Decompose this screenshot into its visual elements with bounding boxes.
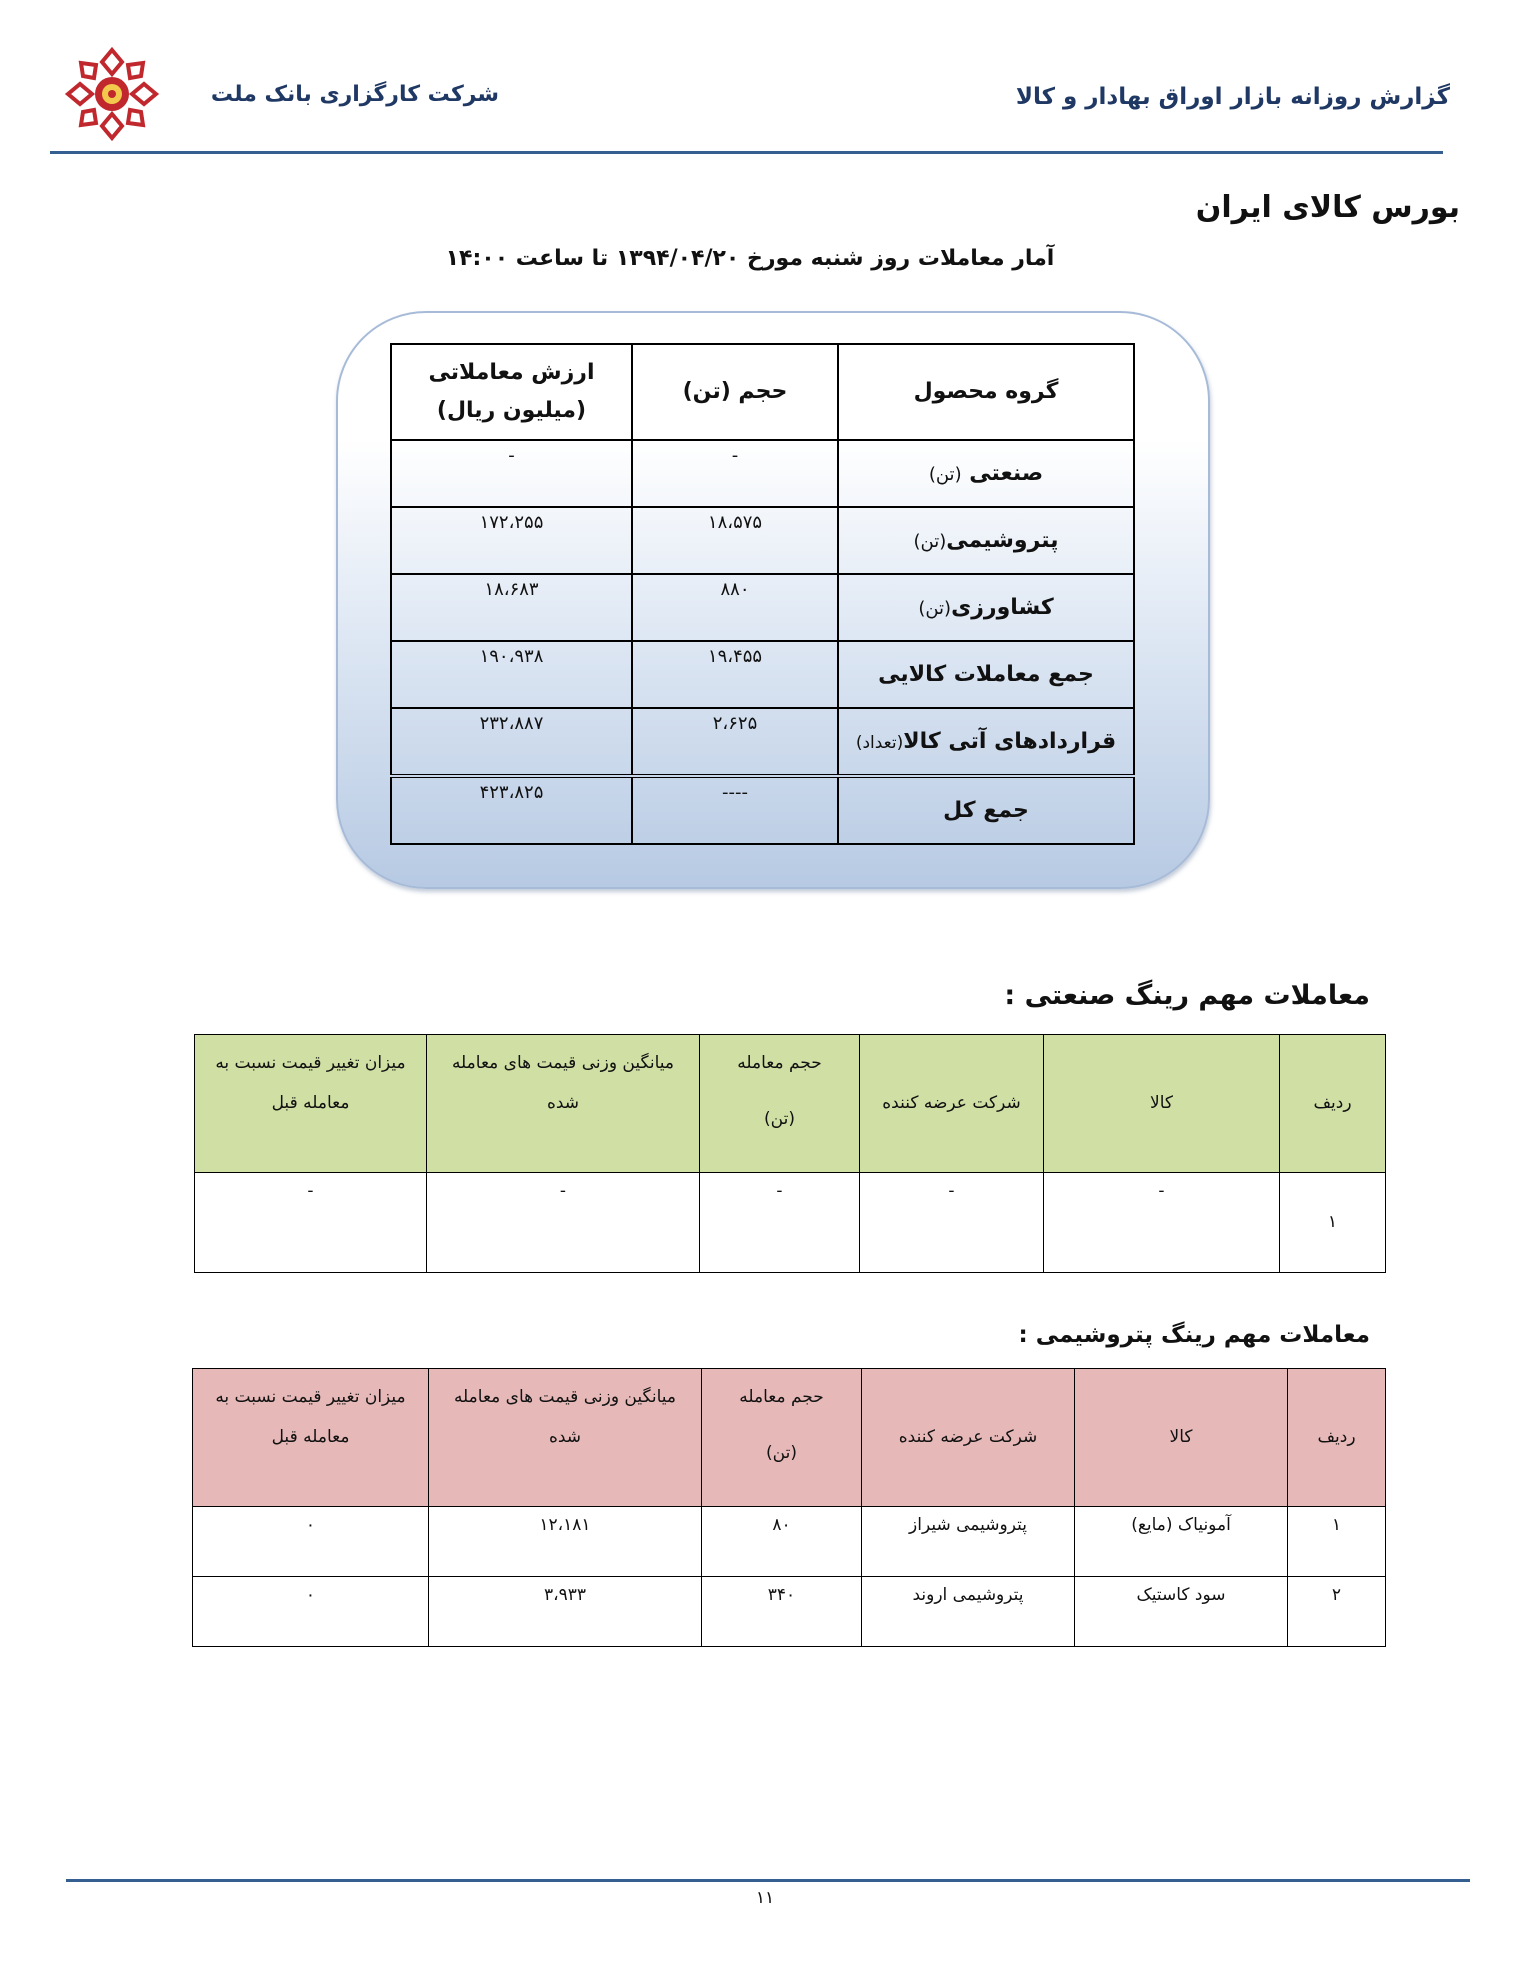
header-supplier: شرکت عرضه کننده xyxy=(860,1035,1044,1173)
summary-row-value: ۱۸،۶۸۳ xyxy=(391,574,632,641)
summary-header-volume: حجم (تن) xyxy=(632,344,838,440)
summary-row-label: جمع معاملات کالایی xyxy=(838,641,1134,708)
header-volume: حجم معامله (تن) xyxy=(700,1035,860,1173)
cell-avg-price: ۳،۹۳۳ xyxy=(429,1577,702,1647)
petrochemical-table xyxy=(192,1368,1386,1647)
cell-row-number: ۲ xyxy=(1288,1577,1386,1647)
industrial-table xyxy=(194,1034,1386,1273)
report-title: گزارش روزانه بازار اوراق بهادار و کالا xyxy=(1015,84,1450,110)
header-commodity: کالا xyxy=(1075,1369,1288,1507)
summary-row-volume: ۸۸۰ xyxy=(632,574,838,641)
header-row-number: ردیف xyxy=(1288,1369,1386,1507)
cell-row-number: ۱ xyxy=(1280,1173,1386,1273)
summary-row-volume: ۱۹،۴۵۵ xyxy=(632,641,838,708)
industrial-header-row xyxy=(195,1035,1386,1173)
cell-commodity: آمونیاک (مایع) xyxy=(1075,1507,1288,1577)
cell-price-change: - xyxy=(195,1173,427,1273)
summary-row-label: جمع کل xyxy=(838,776,1134,844)
cell-supplier: پتروشیمی شیراز xyxy=(862,1507,1075,1577)
page-title: بورس کالای ایران xyxy=(1195,190,1460,225)
header-price-change: میزان تغییر قیمت نسبت به معامله قبل xyxy=(195,1035,427,1173)
summary-row-label: قراردادهای آتی کالا(تعداد) xyxy=(838,708,1134,776)
cell-volume: ۳۴۰ xyxy=(702,1577,862,1647)
page-number: ۱۱ xyxy=(755,1888,775,1908)
page-subtitle: آمار معاملات روز شنبه مورخ ۱۳۹۴/۰۴/۲۰ تا ساعت ۱۴:۰۰ xyxy=(445,246,1055,271)
cell-avg-price: ۱۲،۱۸۱ xyxy=(429,1507,702,1577)
industrial-section-title: معاملات مهم رینگ صنعتی : xyxy=(1004,980,1370,1011)
summary-row xyxy=(391,440,1134,507)
summary-header-group: گروه محصول xyxy=(838,344,1134,440)
cell-volume: - xyxy=(700,1173,860,1273)
cell-supplier: - xyxy=(860,1173,1044,1273)
table-row xyxy=(193,1507,1386,1577)
header-price-change: میزان تغییر قیمت نسبت به معامله قبل xyxy=(193,1369,429,1507)
summary-row xyxy=(391,708,1134,776)
header-avg-price: میانگین وزنی قیمت های معامله شده xyxy=(427,1035,700,1173)
header-row-number: ردیف xyxy=(1280,1035,1386,1173)
summary-row-volume: ۲،۶۲۵ xyxy=(632,708,838,776)
header-volume: حجم معامله (تن) xyxy=(702,1369,862,1507)
summary-row-volume: ---- xyxy=(632,776,838,844)
petrochemical-header-row xyxy=(193,1369,1386,1507)
header-supplier: شرکت عرضه کننده xyxy=(862,1369,1075,1507)
summary-row-label: پتروشیمی(تن) xyxy=(838,507,1134,574)
petrochemical-section-title: معاملات مهم رینگ پتروشیمی : xyxy=(1018,1322,1370,1348)
summary-row xyxy=(391,574,1134,641)
summary-row-value: ۴۲۳،۸۲۵ xyxy=(391,776,632,844)
header-divider xyxy=(50,151,1443,154)
summary-row-value: - xyxy=(391,440,632,507)
table-row xyxy=(195,1173,1386,1273)
summary-row-label: کشاورزی(تن) xyxy=(838,574,1134,641)
cell-supplier: پتروشیمی اروند xyxy=(862,1577,1075,1647)
summary-row xyxy=(391,507,1134,574)
cell-price-change: ۰ xyxy=(193,1507,429,1577)
header-avg-price: میانگین وزنی قیمت های معامله شده xyxy=(429,1369,702,1507)
company-logo xyxy=(62,44,162,144)
cell-avg-price: - xyxy=(427,1173,700,1273)
cell-volume: ۸۰ xyxy=(702,1507,862,1577)
summary-table xyxy=(390,343,1135,845)
summary-row-value: ۱۹۰،۹۳۸ xyxy=(391,641,632,708)
summary-header-value: ارزش معاملاتی (میلیون ریال) xyxy=(391,344,632,440)
summary-row-value: ۲۳۲،۸۸۷ xyxy=(391,708,632,776)
company-name: شرکت کارگزاری بانک ملت xyxy=(210,82,500,107)
cell-commodity: - xyxy=(1044,1173,1280,1273)
table-row xyxy=(193,1577,1386,1647)
summary-total-row xyxy=(391,776,1134,844)
summary-header-row xyxy=(391,344,1134,440)
summary-row-label: صنعتی (تن) xyxy=(838,440,1134,507)
cell-commodity: سود کاستیک xyxy=(1075,1577,1288,1647)
cell-row-number: ۱ xyxy=(1288,1507,1386,1577)
cell-price-change: ۰ xyxy=(193,1577,429,1647)
header-commodity: کالا xyxy=(1044,1035,1280,1173)
summary-row xyxy=(391,641,1134,708)
summary-row-volume: - xyxy=(632,440,838,507)
summary-row-volume: ۱۸،۵۷۵ xyxy=(632,507,838,574)
summary-row-value: ۱۷۲،۲۵۵ xyxy=(391,507,632,574)
footer-divider xyxy=(66,1879,1470,1882)
